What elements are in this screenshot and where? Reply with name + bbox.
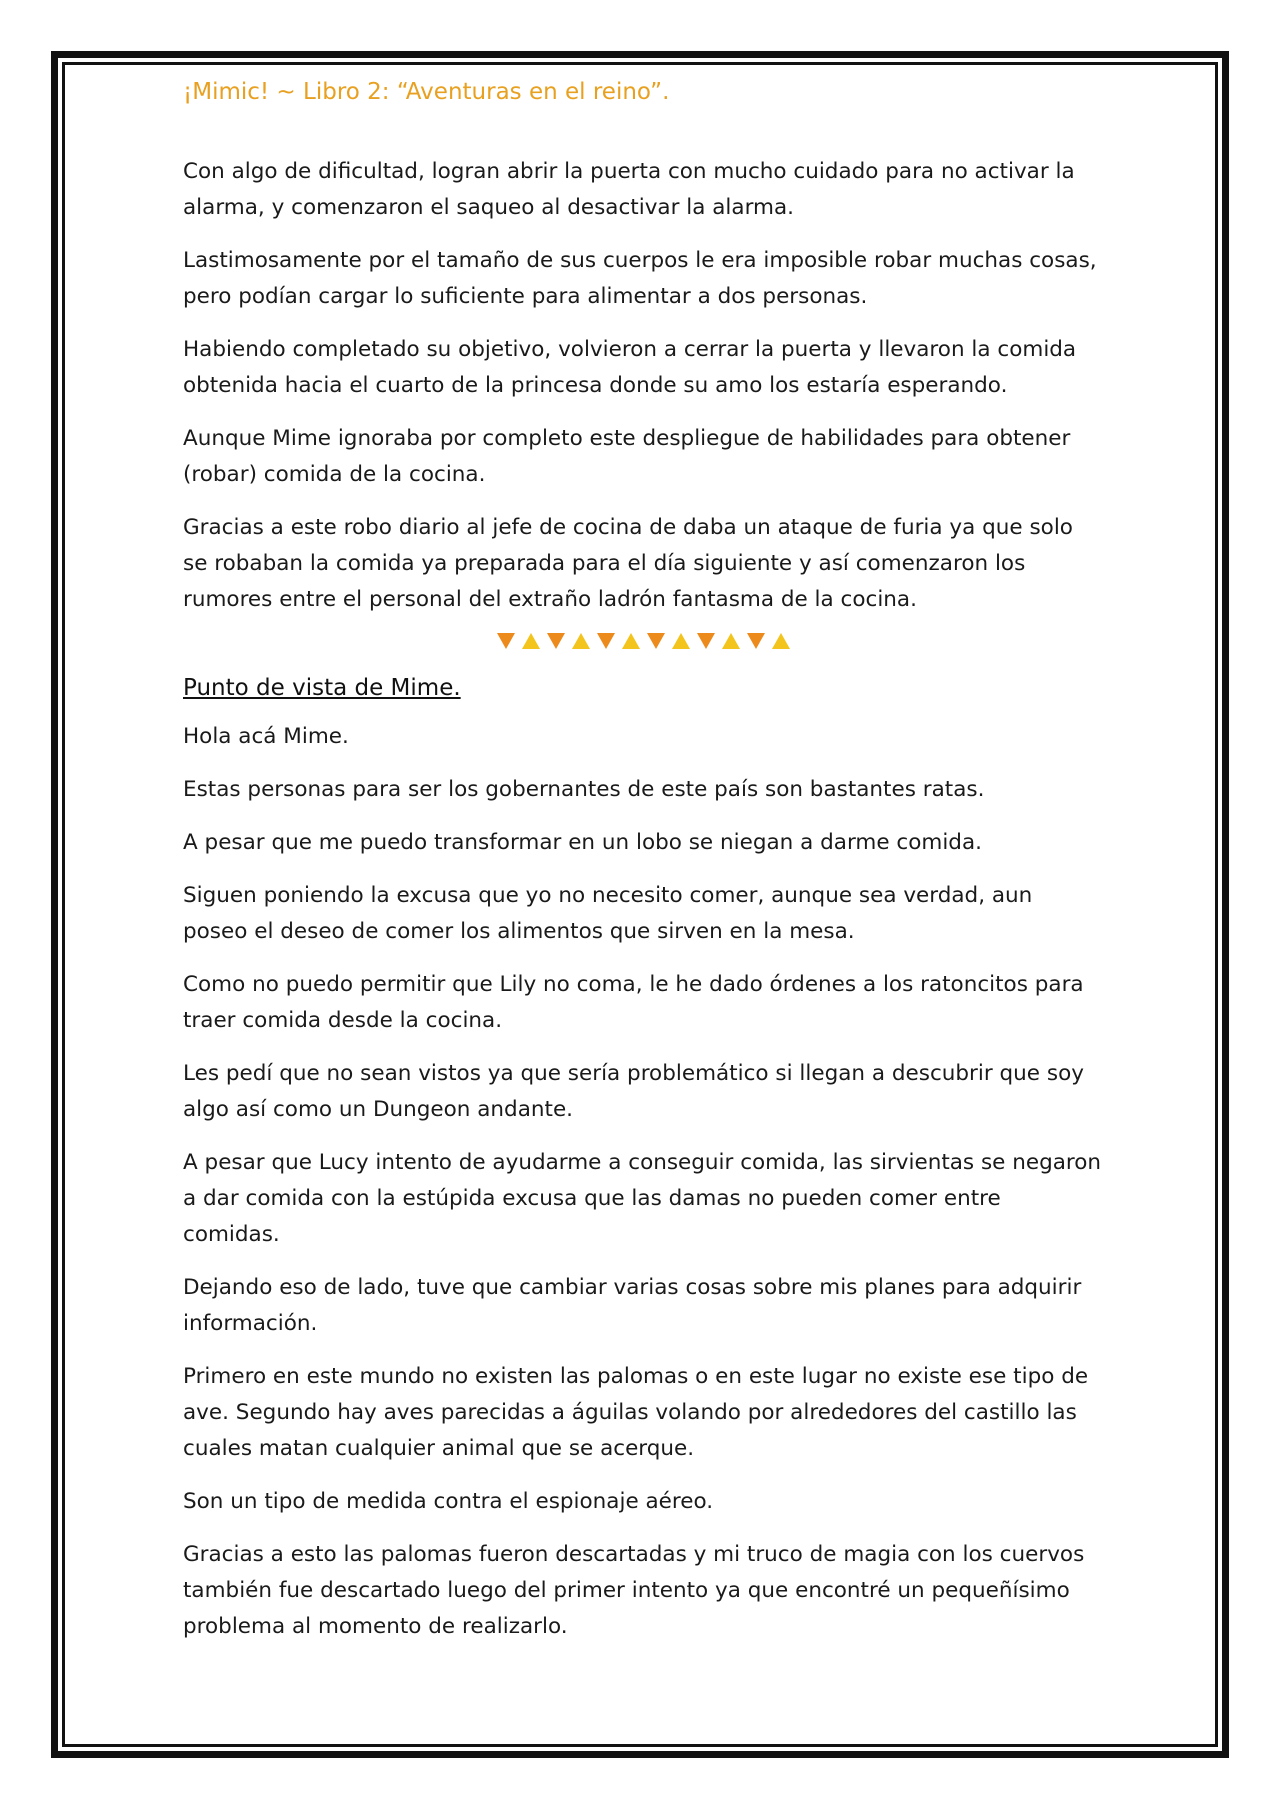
- paragraphs-before: [183, 154, 1103, 618]
- triangle-down-icon: [647, 633, 665, 649]
- paragraph: Gracias a este robo diario al jefe de cocina de daba un ataque de furia ya que solo se robaban la comida ya preparada para el día siguiente y así comenzaron los rumores entre el personal del extraño ladrón fantasma de la cocina.: [183, 515, 1073, 612]
- triangle-up-icon: [572, 633, 590, 649]
- paragraph: Gracias a esto las palomas fueron descartadas y mi truco de magia con los cuervos también fue descartado luego del primer intento ya que encontré un pequeñísimo problema al momento de realizarlo.: [183, 1542, 1085, 1639]
- paragraph: Lastimosamente por el tamaño de sus cuerpos le era imposible robar muchas cosas, pero podían cargar lo suficiente para alimentar a dos personas.: [183, 248, 1097, 309]
- paragraph: Les pedí que no sean vistos ya que sería problemático si llegan a descubrir que soy algo así como un Dungeon andante.: [183, 1061, 1084, 1122]
- paragraph: Primero en este mundo no existen las palomas o en este lugar no existe ese tipo de ave. Segundo hay aves parecidas a águilas volando por alrededores del castillo las cuales matan cualquier animal que se acerque.: [183, 1364, 1089, 1461]
- triangle-down-icon: [697, 633, 715, 649]
- book-header: ¡Mimic! ~ Libro 2: “Aventuras en el reino”.: [183, 79, 670, 105]
- page-content: [183, 70, 1103, 1690]
- paragraph: Aunque Mime ignoraba por completo este despliegue de habilidades para obtener (robar) comida de la cocina.: [183, 426, 1071, 487]
- paragraph: Con algo de dificultad, logran abrir la puerta con mucho cuidado para no activar la alarma, y comenzaron el saqueo al desactivar la alarma.: [183, 159, 1075, 220]
- triangle-divider-icon: [183, 629, 1103, 653]
- triangle-up-icon: [622, 633, 640, 649]
- paragraph: Son un tipo de medida contra el espionaje aéreo.: [183, 1489, 714, 1514]
- triangle-up-icon: [672, 633, 690, 649]
- triangle-down-icon: [747, 633, 765, 649]
- paragraph: Hola acá Mime.: [183, 724, 349, 749]
- triangle-up-icon: [722, 633, 740, 649]
- paragraph: A pesar que me puedo transformar en un lobo se niegan a darme comida.: [183, 830, 982, 855]
- paragraph: Como no puedo permitir que Lily no coma, le he dado órdenes a los ratoncitos para traer comida desde la cocina.: [183, 972, 1084, 1033]
- paragraph: A pesar que Lucy intento de ayudarme a conseguir comida, las sirvientas se negaron a dar comida con la estúpida excusa que las damas no pueden comer entre comidas.: [183, 1150, 1102, 1247]
- paragraph: Habiendo completado su objetivo, volvieron a cerrar la puerta y llevaron la comida obtenida hacia el cuarto de la princesa donde su amo los estaría esperando.: [183, 337, 1077, 398]
- triangle-down-icon: [497, 633, 515, 649]
- section-heading: Punto de vista de Mime.: [183, 675, 461, 701]
- triangle-up-icon: [772, 633, 790, 649]
- paragraph: Estas personas para ser los gobernantes de este país son bastantes ratas.: [183, 777, 985, 802]
- paragraph: Siguen poniendo la excusa que yo no necesito comer, aunque sea verdad, aun poseo el deseo de comer los alimentos que sirven en la mesa.: [183, 883, 1033, 944]
- triangle-down-icon: [547, 633, 565, 649]
- paragraphs-after: [183, 719, 1103, 1645]
- triangle-down-icon: [597, 633, 615, 649]
- triangle-up-icon: [522, 633, 540, 649]
- paragraph: Dejando eso de lado, tuve que cambiar varias cosas sobre mis planes para adquirir información.: [183, 1275, 1082, 1336]
